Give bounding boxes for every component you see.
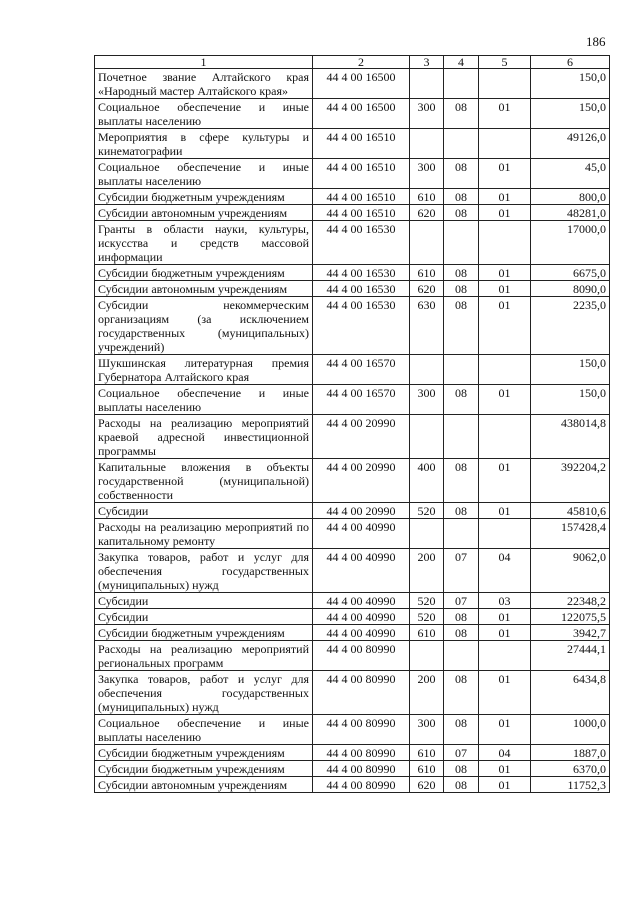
header-col-2: 2 [313, 56, 410, 69]
table-row [95, 281, 610, 297]
row-section: 08 [444, 671, 479, 715]
row-amount: 150,0 [531, 99, 610, 129]
row-code: 44 4 00 16500 [313, 99, 410, 129]
row-section: 08 [444, 205, 479, 221]
row-subsection: 01 [479, 99, 531, 129]
row-section [444, 129, 479, 159]
row-amount: 8090,0 [531, 281, 610, 297]
row-name: Социальное обеспечение и иные выплаты населению [95, 715, 313, 745]
row-expense-type: 200 [410, 549, 444, 593]
row-subsection [479, 415, 531, 459]
row-code: 44 4 00 16530 [313, 281, 410, 297]
row-expense-type: 610 [410, 761, 444, 777]
row-name: Субсидии [95, 593, 313, 609]
row-section [444, 415, 479, 459]
row-amount: 22348,2 [531, 593, 610, 609]
table-row [95, 745, 610, 761]
page-number: 186 [586, 34, 606, 49]
row-subsection: 01 [479, 189, 531, 205]
row-code: 44 4 00 80990 [313, 761, 410, 777]
row-subsection: 04 [479, 745, 531, 761]
row-section: 08 [444, 297, 479, 355]
row-subsection [479, 519, 531, 549]
budget-table [94, 55, 610, 793]
table-row [95, 593, 610, 609]
row-amount: 438014,8 [531, 415, 610, 459]
row-expense-type: 610 [410, 265, 444, 281]
row-name: Капитальные вложения в объекты государственной (муниципальной) собственности [95, 459, 313, 503]
row-name: Субсидии автономным учреждениям [95, 281, 313, 297]
row-amount: 49126,0 [531, 129, 610, 159]
row-expense-type: 630 [410, 297, 444, 355]
row-name: Мероприятия в сфере культуры и кинематографии [95, 129, 313, 159]
header-col-4: 4 [444, 56, 479, 69]
row-section: 08 [444, 99, 479, 129]
row-name: Расходы на реализацию мероприятий региональных программ [95, 641, 313, 671]
row-code: 44 4 00 40990 [313, 625, 410, 641]
row-expense-type: 620 [410, 777, 444, 793]
row-amount: 150,0 [531, 69, 610, 99]
row-code: 44 4 00 20990 [313, 459, 410, 503]
row-expense-type [410, 519, 444, 549]
row-name: Расходы на реализацию мероприятий по капитальному ремонту [95, 519, 313, 549]
row-subsection: 03 [479, 593, 531, 609]
table-row [95, 129, 610, 159]
table-row [95, 549, 610, 593]
row-amount: 17000,0 [531, 221, 610, 265]
row-section [444, 221, 479, 265]
row-code: 44 4 00 40990 [313, 519, 410, 549]
table-row [95, 221, 610, 265]
row-amount: 157428,4 [531, 519, 610, 549]
row-code: 44 4 00 80990 [313, 671, 410, 715]
row-amount: 6370,0 [531, 761, 610, 777]
row-expense-type [410, 641, 444, 671]
row-name: Социальное обеспечение и иные выплаты населению [95, 159, 313, 189]
row-section: 07 [444, 745, 479, 761]
row-subsection: 01 [479, 205, 531, 221]
row-name: Субсидии некоммерческим организациям (за исключением государственных (муниципальных) учреждений) [95, 297, 313, 355]
header-col-1: 1 [95, 56, 313, 69]
row-name: Расходы на реализацию мероприятий краевой адресной инвестиционной программы [95, 415, 313, 459]
row-code: 44 4 00 16510 [313, 189, 410, 205]
row-code: 44 4 00 80990 [313, 745, 410, 761]
row-section [444, 641, 479, 671]
table-row [95, 459, 610, 503]
row-subsection [479, 129, 531, 159]
header-col-6: 6 [531, 56, 610, 69]
row-amount: 1000,0 [531, 715, 610, 745]
header-col-3: 3 [410, 56, 444, 69]
header-col-5: 5 [479, 56, 531, 69]
row-subsection [479, 221, 531, 265]
row-code: 44 4 00 16510 [313, 129, 410, 159]
row-name: Социальное обеспечение и иные выплаты населению [95, 385, 313, 415]
row-code: 44 4 00 16510 [313, 205, 410, 221]
row-amount: 11752,3 [531, 777, 610, 793]
row-amount: 48281,0 [531, 205, 610, 221]
row-subsection: 01 [479, 385, 531, 415]
row-code: 44 4 00 16530 [313, 221, 410, 265]
row-subsection [479, 641, 531, 671]
row-section: 08 [444, 281, 479, 297]
row-subsection: 01 [479, 761, 531, 777]
row-amount: 3942,7 [531, 625, 610, 641]
table-row [95, 777, 610, 793]
row-section: 08 [444, 625, 479, 641]
row-code: 44 4 00 16510 [313, 159, 410, 189]
row-amount: 6434,8 [531, 671, 610, 715]
table-row [95, 519, 610, 549]
row-section: 08 [444, 503, 479, 519]
row-expense-type: 300 [410, 99, 444, 129]
row-subsection: 01 [479, 265, 531, 281]
row-name: Закупка товаров, работ и услуг для обеспечения государственных (муниципальных) нужд [95, 671, 313, 715]
row-expense-type [410, 221, 444, 265]
row-subsection: 01 [479, 159, 531, 189]
row-section: 08 [444, 761, 479, 777]
row-code: 44 4 00 16570 [313, 385, 410, 415]
table-row [95, 69, 610, 99]
row-expense-type [410, 69, 444, 99]
row-expense-type: 610 [410, 625, 444, 641]
row-code: 44 4 00 16570 [313, 355, 410, 385]
row-subsection: 01 [479, 777, 531, 793]
row-subsection: 01 [479, 715, 531, 745]
table-row [95, 189, 610, 205]
row-name: Шукшинская литературная премия Губернатора Алтайского края [95, 355, 313, 385]
row-section: 08 [444, 609, 479, 625]
row-subsection [479, 355, 531, 385]
row-code: 44 4 00 80990 [313, 715, 410, 745]
row-section [444, 519, 479, 549]
row-name: Субсидии автономным учреждениям [95, 205, 313, 221]
row-expense-type: 620 [410, 205, 444, 221]
row-section: 08 [444, 265, 479, 281]
table-row [95, 355, 610, 385]
table-row [95, 625, 610, 641]
row-code: 44 4 00 16530 [313, 265, 410, 281]
table-row [95, 715, 610, 745]
row-subsection: 01 [479, 281, 531, 297]
row-amount: 150,0 [531, 355, 610, 385]
table-row [95, 297, 610, 355]
row-code: 44 4 00 40990 [313, 549, 410, 593]
row-section: 08 [444, 777, 479, 793]
row-name: Почетное звание Алтайского края «Народный мастер Алтайского края» [95, 69, 313, 99]
row-expense-type: 520 [410, 609, 444, 625]
table-row [95, 609, 610, 625]
row-code: 44 4 00 20990 [313, 503, 410, 519]
row-subsection: 01 [479, 459, 531, 503]
row-expense-type: 610 [410, 745, 444, 761]
row-amount: 45810,6 [531, 503, 610, 519]
row-name: Субсидии бюджетным учреждениям [95, 625, 313, 641]
table-row [95, 159, 610, 189]
row-amount: 6675,0 [531, 265, 610, 281]
row-expense-type: 620 [410, 281, 444, 297]
row-expense-type: 520 [410, 503, 444, 519]
row-name: Субсидии бюджетным учреждениям [95, 265, 313, 281]
table-row [95, 641, 610, 671]
row-section: 08 [444, 159, 479, 189]
row-code: 44 4 00 20990 [313, 415, 410, 459]
row-section: 08 [444, 189, 479, 205]
row-amount: 122075,5 [531, 609, 610, 625]
row-amount: 27444,1 [531, 641, 610, 671]
row-subsection: 01 [479, 625, 531, 641]
row-name: Гранты в области науки, культуры, искусства и средств массовой информации [95, 221, 313, 265]
row-expense-type: 300 [410, 715, 444, 745]
row-name: Субсидии [95, 503, 313, 519]
row-amount: 45,0 [531, 159, 610, 189]
row-section [444, 355, 479, 385]
row-amount: 2235,0 [531, 297, 610, 355]
row-subsection: 01 [479, 297, 531, 355]
table-row [95, 503, 610, 519]
row-expense-type [410, 129, 444, 159]
table-body [95, 69, 610, 793]
row-subsection: 01 [479, 609, 531, 625]
row-expense-type [410, 415, 444, 459]
row-expense-type: 300 [410, 159, 444, 189]
row-code: 44 4 00 16500 [313, 69, 410, 99]
row-section: 08 [444, 715, 479, 745]
row-name: Закупка товаров, работ и услуг для обеспечения государственных (муниципальных) нужд [95, 549, 313, 593]
row-subsection [479, 69, 531, 99]
row-amount: 9062,0 [531, 549, 610, 593]
table-row [95, 205, 610, 221]
row-subsection: 01 [479, 671, 531, 715]
row-name: Субсидии бюджетным учреждениям [95, 189, 313, 205]
row-expense-type: 300 [410, 385, 444, 415]
row-expense-type [410, 355, 444, 385]
row-section: 07 [444, 593, 479, 609]
row-section: 08 [444, 385, 479, 415]
table-row [95, 671, 610, 715]
row-code: 44 4 00 80990 [313, 641, 410, 671]
header-row [95, 56, 610, 69]
row-amount: 1887,0 [531, 745, 610, 761]
row-amount: 150,0 [531, 385, 610, 415]
table-row [95, 415, 610, 459]
row-subsection: 01 [479, 503, 531, 519]
row-section: 07 [444, 549, 479, 593]
row-name: Субсидии автономным учреждениям [95, 777, 313, 793]
row-expense-type: 610 [410, 189, 444, 205]
row-expense-type: 520 [410, 593, 444, 609]
row-amount: 800,0 [531, 189, 610, 205]
row-code: 44 4 00 80990 [313, 777, 410, 793]
row-section [444, 69, 479, 99]
row-name: Социальное обеспечение и иные выплаты населению [95, 99, 313, 129]
row-code: 44 4 00 40990 [313, 593, 410, 609]
row-code: 44 4 00 16530 [313, 297, 410, 355]
table-row [95, 99, 610, 129]
row-code: 44 4 00 40990 [313, 609, 410, 625]
row-expense-type: 200 [410, 671, 444, 715]
table-row [95, 385, 610, 415]
row-name: Субсидии бюджетным учреждениям [95, 745, 313, 761]
row-amount: 392204,2 [531, 459, 610, 503]
table-row [95, 761, 610, 777]
row-expense-type: 400 [410, 459, 444, 503]
row-section: 08 [444, 459, 479, 503]
row-subsection: 04 [479, 549, 531, 593]
row-name: Субсидии [95, 609, 313, 625]
row-name: Субсидии бюджетным учреждениям [95, 761, 313, 777]
table-row [95, 265, 610, 281]
